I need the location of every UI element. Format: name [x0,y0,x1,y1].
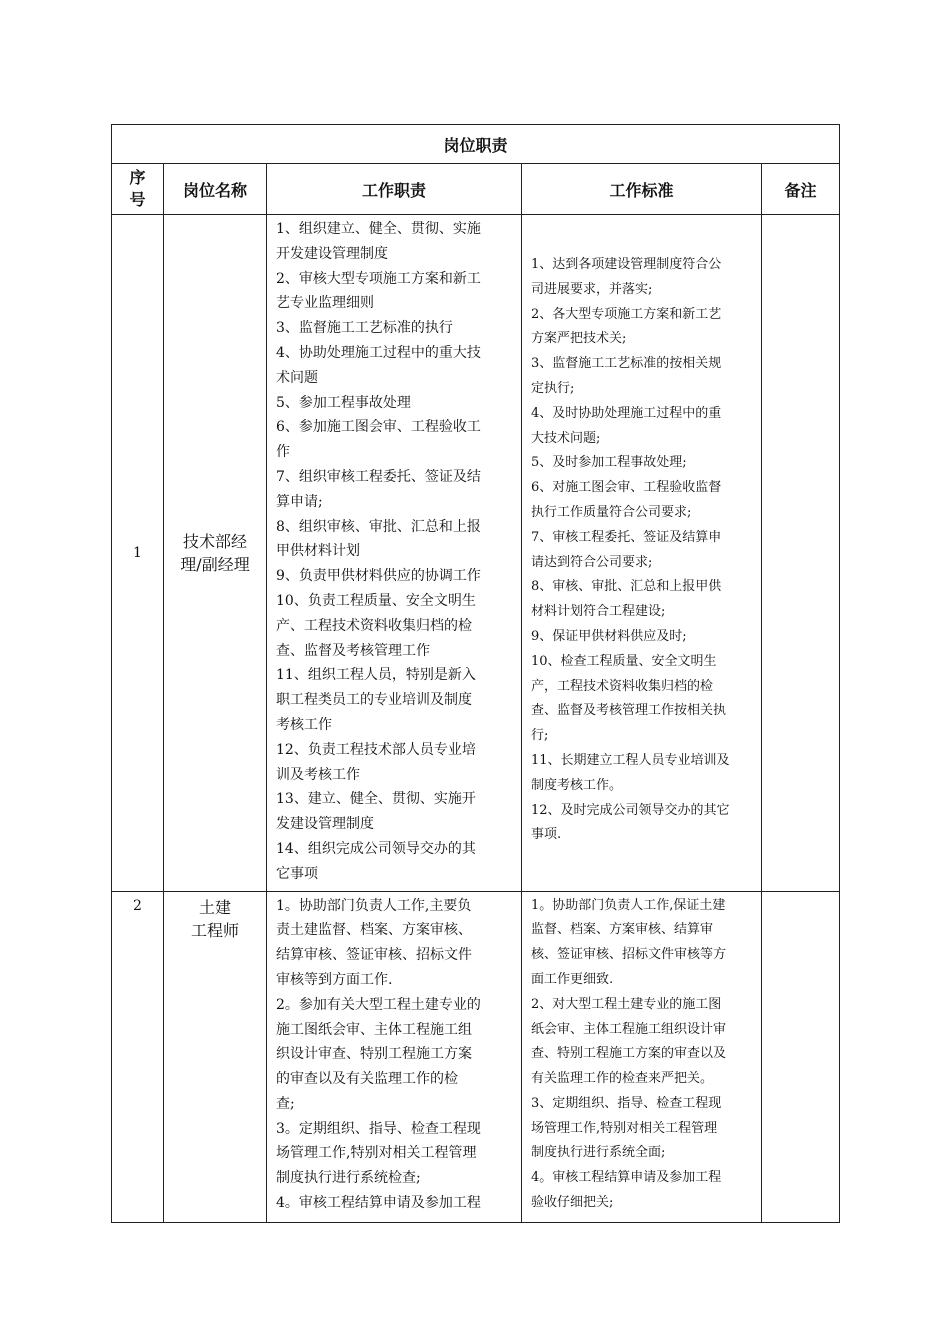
text-line: 查、监督及考核管理工作按相关执 [531,703,727,719]
text-line: 查; [276,1095,295,1112]
text-line: 术问题 [276,369,318,386]
table-title-row [112,125,840,164]
header-seq-line1: 序 [129,168,146,187]
row-remarks [762,891,840,1222]
text-line: 2、各大型专项施工方案和新工艺 [531,306,722,322]
text-line: 12、负责工程技术部人员专业培 [276,741,476,758]
text-line: 1。协助部门负责人工作,保证土建 [531,897,726,913]
text-line: 10、负责工程质量、安全文明生 [276,592,476,609]
row-seq: 1 [112,215,164,892]
text-line: 4、及时协助处理施工过程中的重 [531,405,722,421]
text-line: 织设计审查、特别工程施工方案 [276,1046,472,1063]
text-line: 13、建立、健全、贯彻、实施开 [276,791,476,808]
row-duties [267,891,522,1222]
text-line: 11、组织工程人员，特别是新入 [276,667,476,684]
text-line: 14、组织完成公司领导交办的其 [276,840,476,857]
text-line: 大技术问题; [531,430,601,446]
text-line: 1。协助部门负责人工作,主要负 [276,897,472,914]
text-line: 场管理工作,特别对相关工程管理 [276,1145,477,1162]
row-standards [522,891,762,1222]
text-line: 训及考核工作 [276,766,360,783]
position-name-line2: 工程师 [190,920,239,940]
text-line: 制度考核工作。 [531,777,623,793]
text-line: 12、及时完成公司领导交办的其它 [531,802,730,818]
text-line: 3、定期组织、指导、检查工程现 [531,1095,722,1111]
text-line: 场管理工作,特别对相关工程管理 [531,1120,718,1136]
text-line: 司进展要求，并落实; [531,281,653,297]
text-line: 制度执行进行系统全面; [531,1145,666,1161]
text-line: 4。审核工程结算申请及参加工程 [276,1195,481,1212]
text-line: 监督、档案、方案审核、结算审 [531,922,714,938]
header-standards: 工作标准 [522,164,762,215]
text-line: 4、协助处理施工过程中的重大技 [276,344,481,361]
text-line: 作 [276,444,290,461]
header-remarks: 备注 [762,164,840,215]
text-line: 5、及时参加工程事故处理; [531,455,687,471]
text-line: 方案严把技术关; [531,331,627,347]
text-line: 2、审核大型专项施工方案和新工 [276,270,481,287]
text-line: 面工作更细致. [531,971,614,987]
text-line: 2、对大型工程土建专业的施工图 [531,996,722,1012]
text-line: 算申请; [276,493,323,510]
header-duties: 工作职责 [267,164,522,215]
text-line: 的审查以及有关监理工作的检 [276,1071,458,1088]
text-line: 事项. [531,827,562,843]
text-line: 7、组织审核工程委托、签证及结 [276,468,481,485]
text-line: 甲供材料计划 [276,543,360,560]
text-line: 发建设管理制度 [276,816,374,833]
text-line: 责土建监督、档案、方案审核、 [276,922,472,939]
job-duties-table [111,124,840,1223]
position-name-line2: 理/副经理 [180,554,250,574]
text-line: 材料计划符合工程建设; [531,604,666,620]
text-line: 验收仔细把关; [531,1195,614,1211]
row-position-name [164,215,267,892]
text-line: 请达到符合公司要求; [531,554,653,570]
text-line: 10、检查工程质量、安全文明生 [531,653,717,669]
position-name-line1: 土建 [198,897,231,917]
text-line: 结算审核、签证审核、招标文件 [276,947,472,964]
text-line: 4。审核工程结算申请及参加工程 [531,1170,722,1186]
text-line: 产，工程技术资料收集归档的检 [531,678,714,694]
text-line: 1、达到各项建设管理制度符合公 [531,257,722,272]
text-line: 行; [531,728,549,744]
header-position: 岗位名称 [164,164,267,215]
row-remarks [762,215,840,892]
text-line: 开发建设管理制度 [276,245,388,262]
table-row [112,215,840,892]
text-line: 5、参加工程事故处理 [276,394,411,411]
text-line: 8、组织审核、审批、汇总和上报 [276,518,481,535]
header-row [112,164,840,215]
text-line: 纸会审、主体工程施工组织设计审 [531,1021,727,1037]
text-line: 审核等到方面工作. [276,971,393,988]
text-line: 查、特别工程施工方案的审查以及 [531,1046,727,1062]
row-seq: 2 [112,891,164,1222]
text-line: 1、组织建立、健全、贯彻、实施 [276,221,481,237]
text-line: 6、参加施工图会审、工程验收工 [276,419,481,436]
text-line: 3。定期组织、指导、检查工程现 [276,1120,481,1137]
text-line: 2。参加有关大型工程土建专业的 [276,996,481,1013]
text-line: 定执行; [531,380,575,396]
text-line: 考核工作 [276,716,332,733]
text-line: 11、长期建立工程人员专业培训及 [531,752,730,768]
text-line: 9、保证甲供材料供应及时; [531,628,687,644]
table-title: 岗位职责 [112,125,840,164]
text-line: 8、审核、审批、汇总和上报甲供 [531,579,722,595]
text-line: 产、工程技术资料收集归档的检 [276,617,472,634]
position-name-line1: 技术部经 [182,531,247,551]
text-line: 职工程类员工的专业培训及制度 [276,692,472,709]
table-row [112,891,840,1222]
text-line: 3、监督施工工艺标准的按相关规 [531,356,722,372]
text-line: 7、审核工程委托、签证及结算申 [531,529,722,545]
text-line: 6、对施工图会审、工程验收监督 [531,480,722,496]
text-line: 查、监督及考核管理工作 [276,642,430,659]
text-line: 执行工作质量符合公司要求; [531,504,692,520]
row-position-name [164,891,267,1222]
text-line: 9、负责甲供材料供应的协调工作 [276,568,481,585]
row-standards [522,215,762,892]
text-line: 艺专业监理细则 [276,295,374,312]
text-line: 施工图纸会审、主体工程施工组 [276,1021,472,1038]
text-line: 制度执行进行系统检查; [276,1170,421,1187]
text-line: 有关监理工作的检查来严把关。 [531,1071,714,1087]
text-line: 它事项 [276,865,318,882]
text-line: 3、监督施工工艺标准的执行 [276,320,453,337]
text-line: 核、签证审核、招标文件审核等方 [531,947,727,963]
header-seq [112,164,164,215]
header-seq-line2: 号 [129,190,146,209]
row-duties [267,215,522,892]
